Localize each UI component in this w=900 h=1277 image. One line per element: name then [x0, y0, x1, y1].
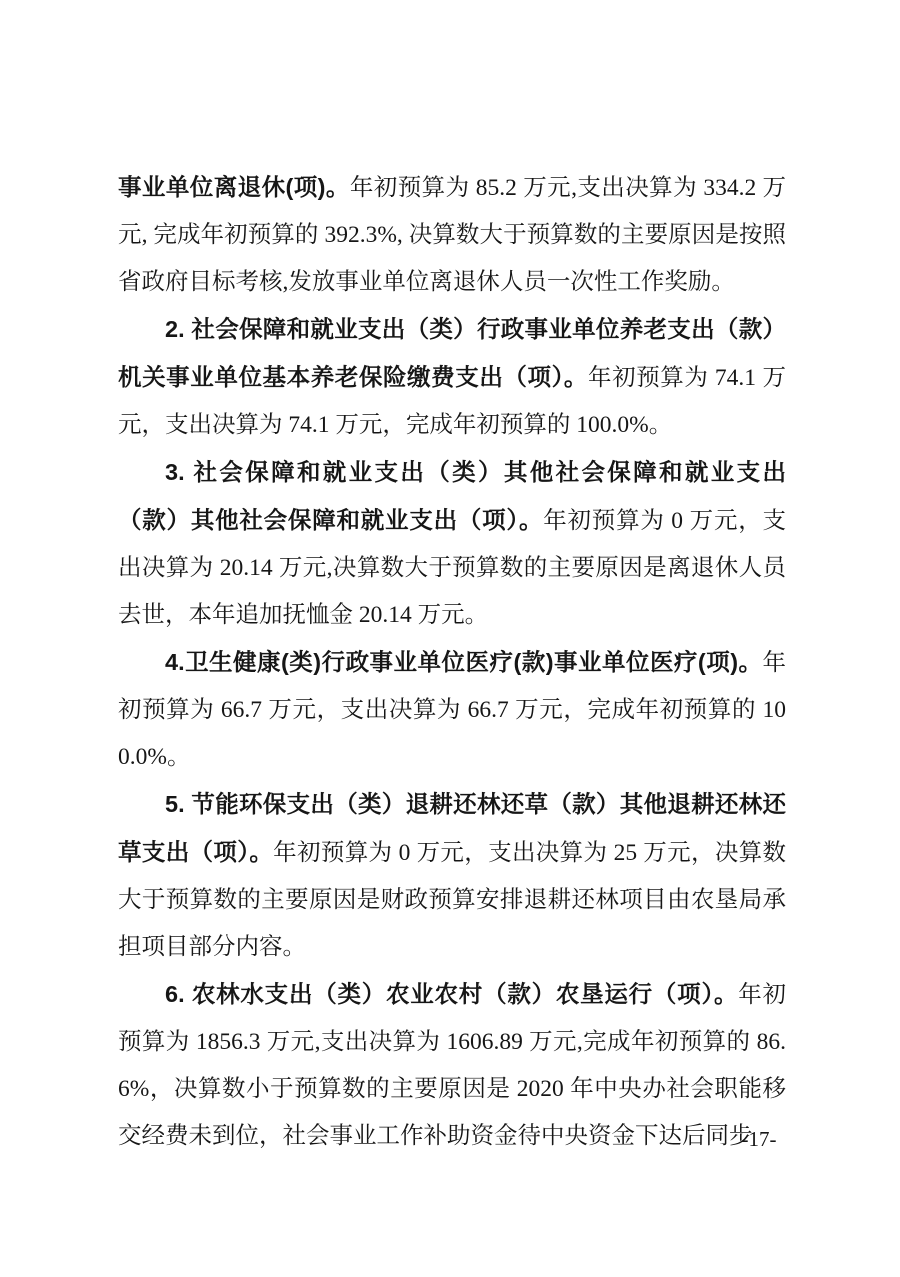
paragraph — [118, 306, 786, 449]
paragraph-body: 年初预算为 66.7 万元，支出决算为 66.7 万元，完成年初预算的 100.0%。 — [118, 650, 786, 770]
paragraph — [118, 164, 786, 306]
paragraph-lead: 5. 节能环保支出（类）退耕还林还草（款）其他退耕还林还草支出（项）。 — [118, 791, 786, 865]
paragraph-lead: 4.卫生健康(类)行政事业单位医疗(款)事业单位医疗(项)。 — [165, 649, 763, 675]
paragraph — [118, 971, 786, 1160]
paragraph-lead: 2. 社会保障和就业支出（类）行政事业单位养老支出（款）机关事业单位基本养老保险缴费支出（项）。 — [118, 316, 786, 390]
paragraph — [118, 639, 786, 781]
paragraph-body: 年初预算为 0 万元，支出决算为 20.14 万元,决算数大于预算数的主要原因是离退休人员去世，本年追加抚恤金 20.14 万元。 — [118, 508, 787, 628]
paragraph-body: 年初预算为 1856.3 万元,支出决算为 1606.89 万元,完成年初预算的 86.6%，决算数小于预算数的主要原因是 2020 年中央办社会职能移交经费未到位，社会事业工作补助资金待中央资金下达后同步 — [118, 982, 786, 1149]
document-body — [118, 164, 786, 1160]
paragraph-body: 年初预算为 74.1 万元，支出决算为 74.1 万元，完成年初预算的 100.0%。 — [118, 365, 787, 438]
paragraph-lead: 事业单位离退休(项)。 — [118, 174, 350, 200]
paragraph-lead: 6. 农林水支出（类）农业农村（款）农垦运行（项）。 — [165, 981, 739, 1007]
paragraph — [118, 781, 786, 971]
paragraph-body: 年初预算为 85.2 万元,支出决算为 334.2 万元, 完成年初预算的 392.3%, 决算数大于预算数的主要原因是按照省政府目标考核,发放事业单位离退休人员一次性工作奖励。 — [118, 175, 787, 295]
paragraph-body: 年初预算为 0 万元，支出决算为 25 万元，决算数大于预算数的主要原因是财政预算安排退耕还林项目由农垦局承担项目部分内容。 — [118, 840, 787, 960]
paragraph — [118, 449, 786, 639]
paragraph-lead: 3. 社会保障和就业支出（类）其他社会保障和就业支出（款）其他社会保障和就业支出（项）。 — [118, 459, 786, 533]
page-number: -17- — [741, 1127, 777, 1151]
